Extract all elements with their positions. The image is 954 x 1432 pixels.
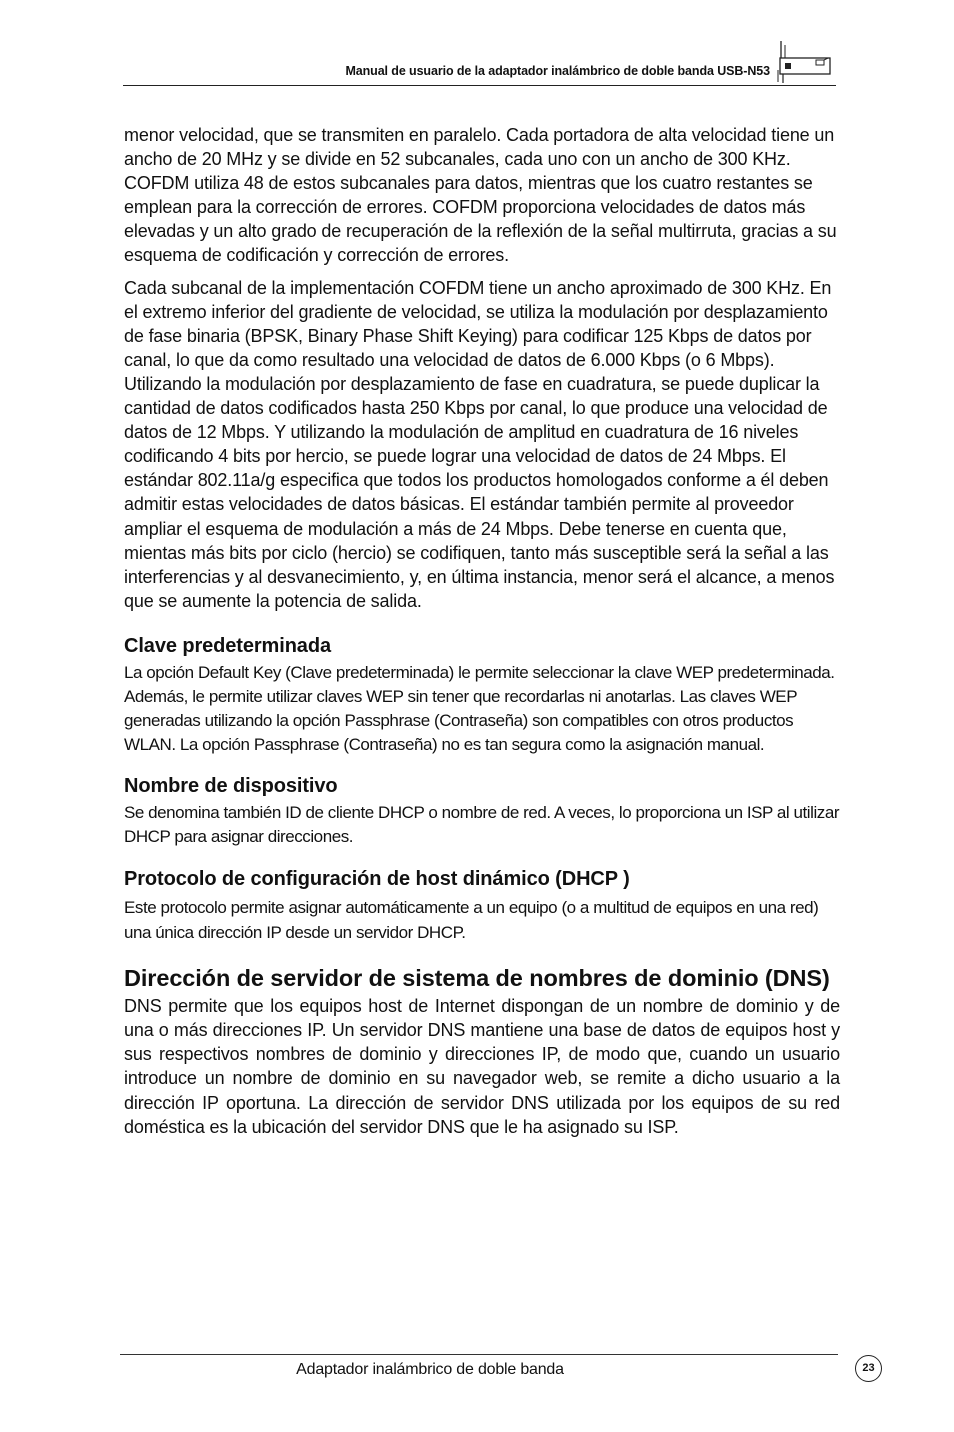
section-heading: Protocolo de configuración de host dinámico (DHCP ) <box>124 868 630 891</box>
body-paragraph: Cada subcanal de la implementación COFDM tiene un ancho aproximado de 300 KHz. En el extremo inferior del gradiente de velocidad, se utiliza la modulación por desplazamiento de fase binaria (BPSK, Binary Phase Shift Keying) para codificar 125 Kbps de datos por canal, lo que da como resultado una velocidad de datos de 6.000 Kbps (o 6 Mbps). Utilizando la modulación por desplazamiento de fase en cuadratura, se puede duplicar la cantidad de datos codificados hasta 250 Kbps por canal, lo que produce una velocidad de datos de 12 Mbps. Y utilizando la modulación de amplitud en cuadratura de 16 niveles codificando 4 bits por hercio, se puede lograr una velocidad de datos de 24 Mbps. El estándar 802.11a/g especifica que todos los productos homologados conforme a él deben admitir estas velocidades de datos básicas. El estándar también permite al proveedor ampliar el esquema de modulación a más de 24 Mbps. Debe tenerse en cuenta que, mientas más bits por ciclo (hercio) se codifiquen, tanto más susceptible será la señal a las interferencias y al desvanecimiento, y, en última instancia, menor será el alcance, a menos que se aumente la potencia de salida. <box>124 277 835 611</box>
body-paragraph: menor velocidad, que se transmiten en paralelo. Cada portadora de alta velocidad tiene un ancho de 20 MHz y se divide en 52 subcanales, cada uno con un ancho de 300 KHz. COFDM utiliza 48 de estos subcanales para datos, mientras que los cuatro restantes se emplean para la corrección de errores. COFDM proporciona velocidades de datos más elevadas y un alto grado de recuperación de la reflexión de la señal multirruta, gracias a su esquema de codificación y corrección de errores. <box>124 125 837 266</box>
section-text: La opción Default Key (Clave predeterminada) le permite seleccionar la clave WEP predeterminada. Además, le permite utilizar claves WEP sin tener que recordarlas ni anotarlas. Las claves WEP generadas utilizando la opción Passphrase (Contraseña) son compatibles con otros productos WLAN. La opción Passphrase (Contraseña) no es tan segura como la asignación manual. <box>124 662 835 755</box>
footer-text: Adaptador inalámbrico de doble banda <box>296 1361 564 1378</box>
section-text: Este protocolo permite asignar automáticamente a un equipo (o a multitud de equipos en una red) una única dirección IP desde un servidor DHCP. <box>124 898 819 942</box>
section-heading: Dirección de servidor de sistema de nombres de dominio (DNS) <box>124 964 830 991</box>
footer-divider <box>120 1354 838 1355</box>
section-heading: Clave predeterminada <box>124 634 331 657</box>
section-text: DNS permite que los equipos host de Internet dispongan de un nombre de dominio y de una o más direcciones IP. Un servidor DNS mantiene una base de datos de equipos host y sus respectivos nombres de dominio y direcciones IP, de modo que, cuando un usuario introduce un nombre de dominio en su navegador web, se remite a dicho usuario a la dirección IP oportuna. La dirección de servidor DNS utilizada por los equipos de su red doméstica es la ubicación del servidor DNS que le ha asignado su ISP. <box>124 996 840 1137</box>
page-content <box>124 123 840 1139</box>
header-title: Manual de usuario de la adaptador inalámbrico de doble banda USB-N53 <box>345 64 770 78</box>
section-heading: Nombre de dispositivo <box>124 775 338 798</box>
section-text: Se denomina también ID de cliente DHCP o nombre de red. A veces, lo proporciona un ISP al utilizar DHCP para asignar direcciones. <box>124 803 840 847</box>
header-divider <box>123 85 836 86</box>
page-number: 23 <box>855 1355 882 1382</box>
usb-adapter-icon <box>776 40 832 84</box>
